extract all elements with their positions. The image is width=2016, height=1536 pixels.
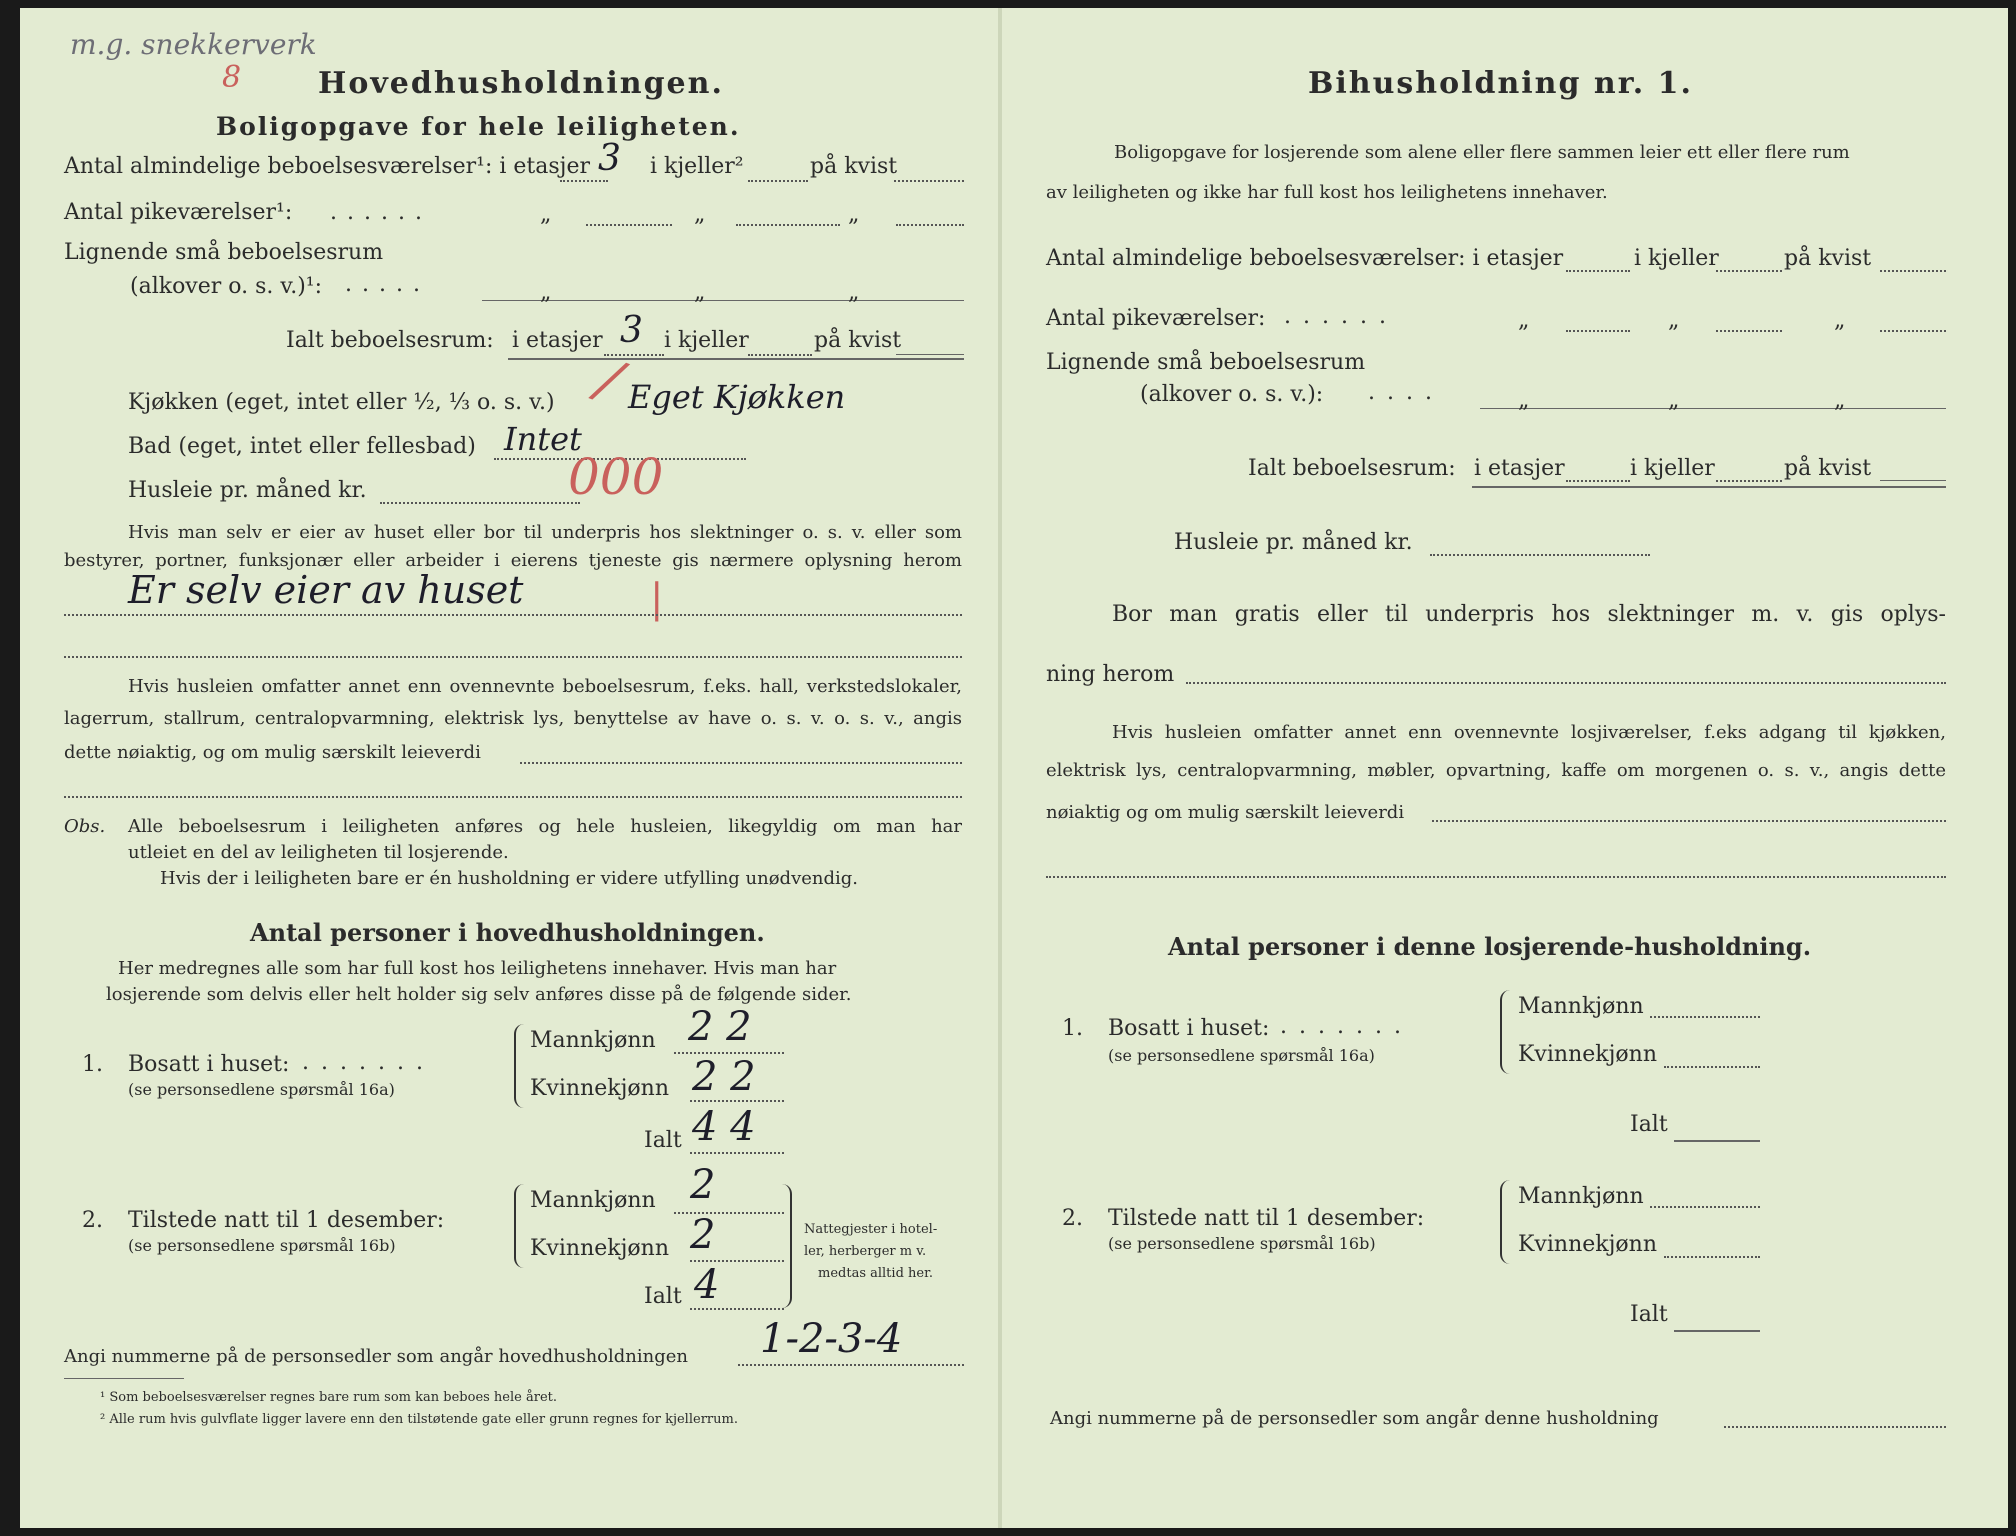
right-rooms-kvist-field	[1880, 270, 1946, 272]
right-pike-ditto-3: „	[1834, 308, 1846, 333]
q2-label: Tilstede natt til 1 desember:	[128, 1208, 445, 1233]
right-omfatter-field	[1432, 820, 1946, 822]
right-husleie-field	[1430, 554, 1650, 556]
pike-ditto-1: „	[540, 202, 552, 227]
right-q2-mann-label: Mannkjønn	[1518, 1184, 1644, 1209]
right-rooms-kjeller-field	[1716, 270, 1782, 272]
q2-ialt-value: 4	[694, 1262, 720, 1308]
q2-ialt-label: Ialt	[644, 1284, 682, 1309]
right-q1-brace	[1500, 990, 1512, 1074]
bad-label: Bad (eget, intet eller fellesbad)	[128, 434, 476, 459]
right-angi-label: Angi nummerne på de personsedler som angår denne husholdning	[1050, 1408, 1659, 1429]
q1-label: Bosatt i huset:	[128, 1052, 290, 1077]
rooms-kvist-field	[894, 180, 964, 182]
q2-kvinne-value: 2	[690, 1212, 716, 1258]
rooms-label: Antal almindelige beboelsesværelser¹: i etasjer	[64, 154, 591, 179]
right-pike-mid-field	[1716, 330, 1782, 332]
q2-mann-value: 2	[690, 1162, 716, 1208]
right-q1-sub: (se personsedlene spørsmål 16a)	[1108, 1046, 1375, 1065]
q1-kvinne-label: Kvinnekjønn	[530, 1076, 669, 1101]
ialt-kvist: på kvist	[814, 328, 902, 353]
right-intro-1: Boligopgave for losjerende som alene eller flere sammen leier ett eller flere rum	[1114, 142, 1850, 163]
right-pike-kjeller-field	[1566, 330, 1630, 332]
q1-dots: .......	[302, 1050, 435, 1075]
eier-line-1	[64, 614, 962, 616]
omfatter-line-2	[64, 796, 962, 798]
right-ialt-floors-field	[1566, 480, 1630, 482]
persons-text-2: losjerende som delvis eller helt holder sig selv anføres disse på de følgende sider.	[106, 984, 852, 1005]
q1-mann-label: Mannkjønn	[530, 1028, 656, 1053]
alkover-label: (alkover o. s. v.)¹:	[130, 274, 323, 299]
right-q2-mann-field	[1650, 1206, 1760, 1208]
right-alkover-underline	[1480, 408, 1946, 409]
right-ialt-kjeller: i kjeller	[1630, 456, 1715, 481]
right-gratis-2: ning herom	[1046, 662, 1175, 687]
q1-ialt-field	[690, 1152, 784, 1154]
right-rooms-floors-field	[1566, 270, 1630, 272]
footnote-divider	[64, 1378, 184, 1379]
eier-value: Er selv eier av huset	[128, 568, 524, 612]
right-rooms-label: Antal almindelige beboelsesværelser: i etasjer	[1046, 246, 1564, 271]
ialt-kjeller-field	[748, 354, 812, 356]
right-smaa-label: Lignende små beboelsesrum	[1046, 350, 1366, 375]
right-q2-label: Tilstede natt til 1 desember:	[1108, 1206, 1425, 1231]
red-check-mark: /	[589, 346, 630, 415]
right-persons-title: Antal personer i denne losjerende-husholdning.	[1168, 932, 1812, 961]
right-q2-brace	[1500, 1180, 1512, 1264]
q1-brace	[514, 1024, 526, 1108]
right-rooms-kjeller: i kjeller	[1634, 246, 1719, 271]
right-alkover-ditto-1: „	[1518, 388, 1530, 413]
right-alkover-ditto-3: „	[1834, 388, 1846, 413]
q1-mann-value: 2 2	[688, 1004, 752, 1050]
rooms-kjeller-label: i kjeller²	[650, 154, 744, 179]
left-subtitle: Boligopgave for hele leiligheten.	[216, 112, 741, 141]
right-rooms-kvist: på kvist	[1784, 246, 1872, 271]
right-intro-2: av leiligheten og ikke har full kost hos leilighetens innehaver.	[1046, 182, 1608, 203]
right-q2-number: 2.	[1062, 1206, 1083, 1231]
omfatter-field	[520, 762, 962, 764]
ialt-floors-value: 3	[620, 310, 643, 351]
smaa-label: Lignende små beboelsesrum	[64, 240, 384, 265]
right-husleie-label: Husleie pr. måned kr.	[1174, 530, 1413, 555]
omfatter-text-2: lagerrum, stallrum, centralopvarmning, elektrisk lys, benyttelse av have o. s. v. o. s. v., angis	[64, 708, 962, 729]
ialt-label: Ialt beboelsesrum:	[286, 328, 494, 353]
right-ialt-label: Ialt beboelsesrum:	[1248, 456, 1456, 481]
natt-note-2: ler, herberger m v.	[804, 1244, 927, 1259]
husleie-value: 000	[568, 448, 664, 506]
right-q2-ialt-label: Ialt	[1630, 1302, 1668, 1327]
alkover-ditto-2: „	[694, 280, 706, 305]
left-title: Hovedhusholdningen.	[318, 66, 724, 101]
obs-text-1: Alle beboelsesrum i leiligheten anføres og hele husleien, likegyldig om man har	[128, 816, 962, 837]
q1-number: 1.	[82, 1052, 103, 1077]
right-q1-number: 1.	[1062, 1016, 1083, 1041]
kjokken-value: Eget Kjøkken	[628, 378, 846, 416]
pike-mid-field	[736, 224, 840, 226]
right-ialt-underline	[1472, 486, 1946, 488]
footnote-2: ² Alle rum hvis gulvflate ligger lavere enn den tilstøtende gate eller grunn regnes for kjellerrum.	[100, 1412, 738, 1427]
right-alkover-ditto-2: „	[1668, 388, 1680, 413]
omfatter-text-3: dette nøiaktig, og om mulig særskilt leieverdi	[64, 742, 481, 763]
ialt-etasjer: i etasjer	[512, 328, 603, 353]
ialt-kvist-field	[896, 354, 964, 355]
q2-sub: (se personsedlene spørsmål 16b)	[128, 1236, 396, 1255]
rooms-floors-value: 3	[598, 138, 621, 179]
right-q2-sub: (se personsedlene spørsmål 16b)	[1108, 1234, 1376, 1253]
right-q1-ialt-field	[1674, 1140, 1760, 1142]
alkover-ditto-1: „	[540, 280, 552, 305]
right-omfatter-2: elektrisk lys, centralopvarmning, møbler, opvartning, kaffe om morgenen o. s. v., angis dette	[1046, 760, 1946, 781]
right-omfatter-line-2	[1046, 876, 1946, 878]
right-gratis-1: Bor man gratis eller til underpris hos slektninger m. v. gis oplys-	[1112, 602, 1946, 627]
margin-note: m.g. snekkerverk	[70, 28, 317, 61]
omfatter-text-1: Hvis husleien omfatter annet enn ovennevnte beboelsesrum, f.eks. hall, verkstedslokaler,	[128, 676, 962, 697]
pike-dots: ......	[330, 200, 432, 225]
q2-kvinne-label: Kvinnekjønn	[530, 1236, 669, 1261]
right-q1-label: Bosatt i huset:	[1108, 1016, 1270, 1041]
right-pike-ditto-2: „	[1668, 308, 1680, 333]
pike-kvist-field	[896, 224, 964, 226]
right-pike-ditto-1: „	[1518, 308, 1530, 333]
alkover-dots: .....	[345, 272, 430, 297]
rooms-kjeller-field	[748, 180, 808, 182]
right-q1-ialt-label: Ialt	[1630, 1112, 1668, 1137]
obs-label: Obs.	[64, 816, 106, 837]
right-ialt-kvist-field	[1880, 480, 1946, 481]
obs-text-2: utleiet en del av leiligheten til losjerende.	[128, 842, 509, 863]
husleie-field	[380, 502, 580, 504]
right-pike-kvist-field	[1880, 330, 1946, 332]
persons-title: Antal personer i hovedhusholdningen.	[250, 918, 765, 947]
q2-brace	[514, 1184, 526, 1268]
rooms-floors-field	[560, 180, 608, 182]
right-ialt-kvist: på kvist	[1784, 456, 1872, 481]
q2-mann-label: Mannkjønn	[530, 1188, 656, 1213]
husleie-label: Husleie pr. måned kr.	[128, 478, 367, 503]
q2-number: 2.	[82, 1208, 103, 1233]
pike-kjeller-field	[586, 224, 672, 226]
left-angi-label: Angi nummerne på de personsedler som angår hovedhusholdningen	[64, 1346, 688, 1367]
q1-ialt-label: Ialt	[644, 1128, 682, 1153]
q1-kvinne-field	[690, 1100, 784, 1102]
persons-text-1: Her medregnes alle som har full kost hos leilighetens innehaver. Hvis man har	[118, 958, 837, 979]
eier-line-2	[64, 656, 962, 658]
right-omfatter-3: nøiaktig og om mulig særskilt leieverdi	[1046, 802, 1405, 823]
natt-note-1: Nattegjester i hotel-	[804, 1222, 938, 1237]
q1-ialt-value: 4 4	[692, 1104, 756, 1150]
left-angi-field	[738, 1364, 964, 1366]
q1-kvinne-value: 2 2	[692, 1054, 756, 1100]
alkover-ditto-3: „	[848, 280, 860, 305]
pike-ditto-2: „	[694, 202, 706, 227]
right-q2-ialt-field	[1674, 1330, 1760, 1332]
rooms-kvist-label: på kvist	[810, 154, 898, 179]
obs-text-3: Hvis der i leiligheten bare er én husholdning er videre utfylling unødvendig.	[160, 868, 859, 889]
right-ialt-etasjer: i etasjer	[1474, 456, 1565, 481]
right-ialt-kjeller-field	[1716, 480, 1782, 482]
right-alkover-dots: ....	[1368, 380, 1444, 405]
eier-text-2: bestyrer, portner, funksjonær eller arbeider i eierens tjeneste gis nærmere oplysning herom	[64, 550, 962, 571]
kjokken-label: Kjøkken (eget, intet eller ½, ⅓ o. s. v.)	[128, 390, 555, 415]
right-q2-kvinne-field	[1664, 1256, 1760, 1258]
page-fold	[998, 8, 1002, 1528]
right-q1-mann-field	[1650, 1016, 1760, 1018]
right-alkover-label: (alkover o. s. v.):	[1140, 382, 1324, 407]
right-gratis-field	[1186, 682, 1946, 684]
right-q2-kvinne-label: Kvinnekjønn	[1518, 1232, 1657, 1257]
ialt-kjeller: i kjeller	[664, 328, 749, 353]
pike-ditto-3: „	[848, 202, 860, 227]
natt-note-3: medtas alltid her.	[818, 1266, 934, 1281]
left-angi-value: 1-2-3-4	[760, 1316, 903, 1362]
right-pike-label: Antal pikeværelser:	[1046, 306, 1266, 331]
right-omfatter-1: Hvis husleien omfatter annet enn ovennevnte losjiværelser, f.eks adgang til kjøkken,	[1112, 722, 1946, 743]
q2-right-brace	[770, 1184, 792, 1308]
right-q1-mann-label: Mannkjønn	[1518, 994, 1644, 1019]
right-angi-field	[1724, 1426, 1946, 1428]
q2-ialt-field	[690, 1308, 784, 1310]
pike-label: Antal pikeværelser¹:	[64, 200, 293, 225]
alkover-underline	[482, 300, 964, 301]
right-title: Bihusholdning nr. 1.	[1308, 66, 1693, 101]
footnote-1: ¹ Som beboelsesværelser regnes bare rum som kan beboes hele året.	[100, 1390, 557, 1405]
right-q1-kvinne-field	[1664, 1066, 1760, 1068]
eier-text-1: Hvis man selv er eier av huset eller bor til underpris hos slektninger o. s. v. eller som	[128, 522, 962, 543]
bad-value: Intet	[504, 420, 582, 458]
right-q1-dots: .......	[1280, 1014, 1413, 1039]
ialt-underline	[508, 358, 964, 360]
right-q1-kvinne-label: Kvinnekjønn	[1518, 1042, 1657, 1067]
q1-sub: (se personsedlene spørsmål 16a)	[128, 1080, 395, 1099]
household-number: 8	[222, 60, 242, 95]
red-stroke: |	[650, 576, 664, 622]
right-pike-dots: ......	[1284, 304, 1398, 329]
